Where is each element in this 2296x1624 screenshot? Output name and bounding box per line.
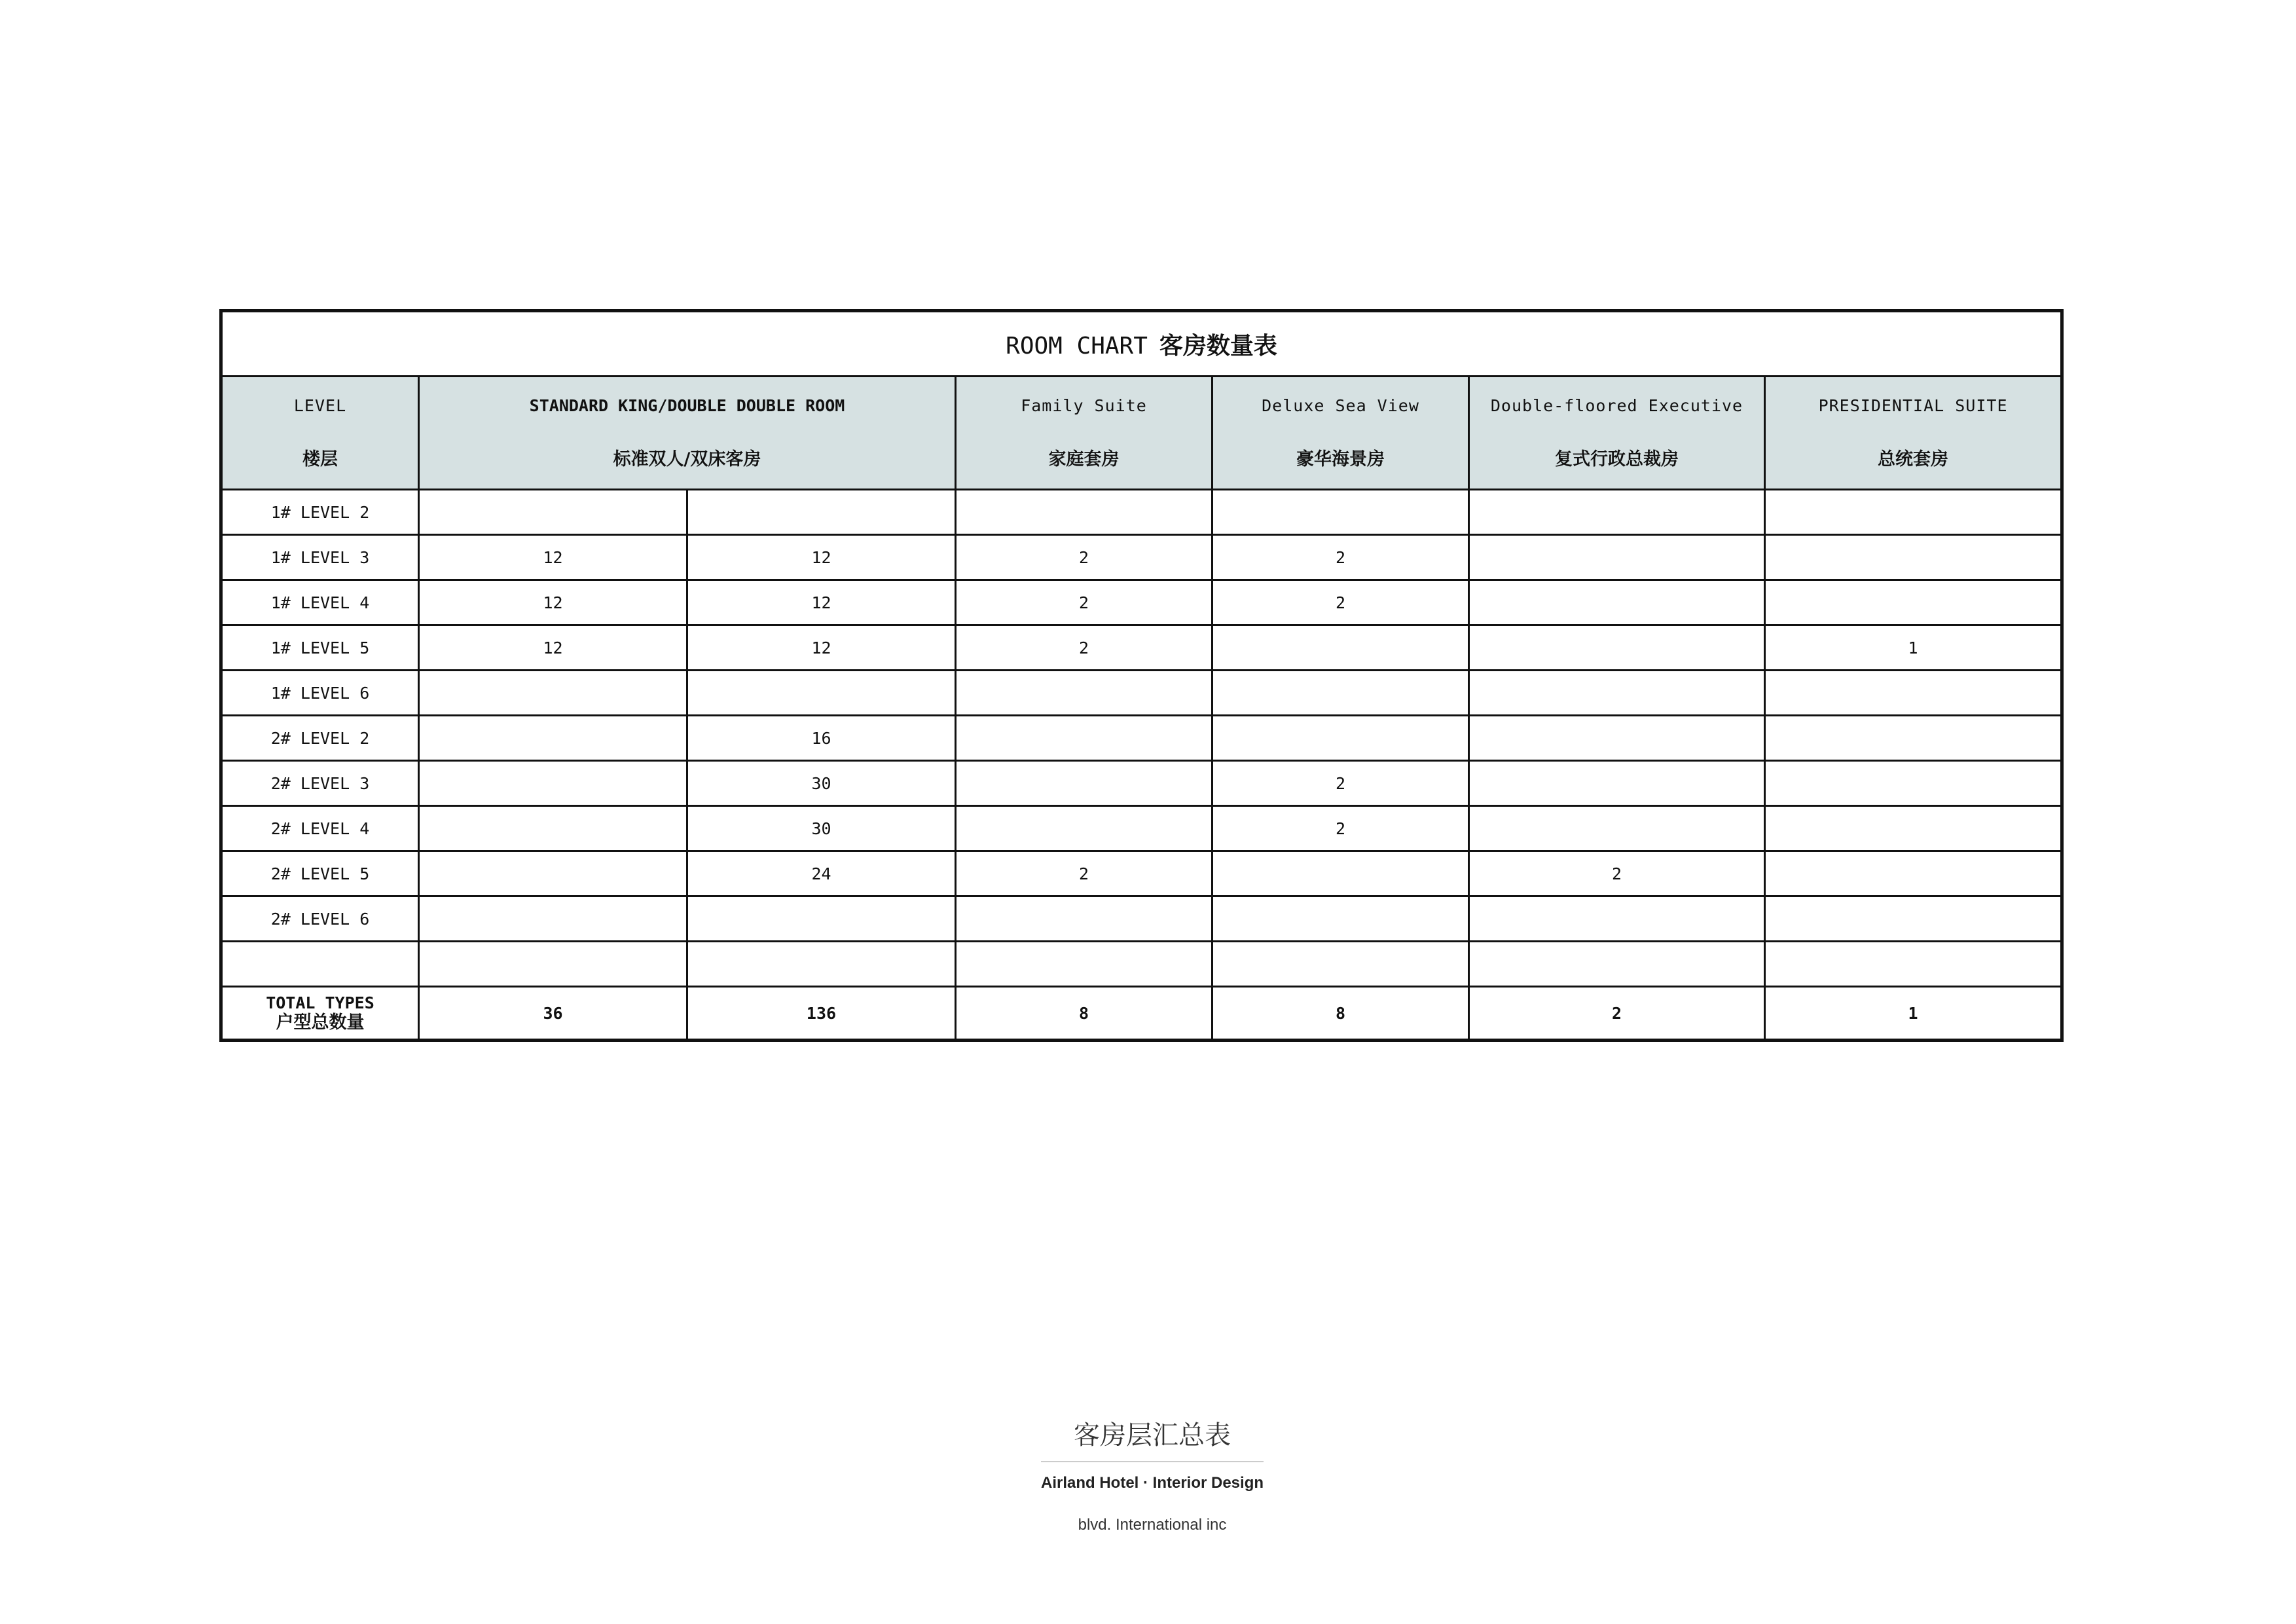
level-cell: 1# LEVEL 6 bbox=[221, 671, 419, 716]
presidential-suite-cell bbox=[1765, 942, 2062, 987]
deluxe-sea-view-cell: 2 bbox=[1212, 806, 1469, 851]
table-row bbox=[221, 580, 2062, 625]
header-presidential-suite-en: PRESIDENTIAL SUITE bbox=[1818, 396, 2008, 415]
family-suite-cell bbox=[956, 761, 1212, 806]
table-row bbox=[221, 490, 2062, 535]
room-chart-table bbox=[219, 309, 2064, 1042]
level-cell: 2# LEVEL 3 bbox=[221, 761, 419, 806]
family-suite-cell bbox=[956, 716, 1212, 761]
level-cell: 2# LEVEL 5 bbox=[221, 851, 419, 896]
presidential-suite-cell bbox=[1765, 535, 2062, 580]
table-row bbox=[221, 896, 2062, 942]
standard-king-cell: 12 bbox=[419, 535, 687, 580]
double-floored-executive-cell bbox=[1469, 896, 1765, 942]
presidential-suite-cell bbox=[1765, 580, 2062, 625]
deluxe-sea-view-cell bbox=[1212, 490, 1469, 535]
deluxe-sea-view-cell: 2 bbox=[1212, 580, 1469, 625]
double-double-cell: 16 bbox=[687, 716, 956, 761]
standard-king-cell: 12 bbox=[419, 580, 687, 625]
standard-king-cell: 12 bbox=[419, 625, 687, 671]
family-suite-cell bbox=[956, 942, 1212, 987]
header-deluxe-sea-view-cn: 豪华海景房 bbox=[1296, 449, 1385, 470]
family-suite-cell bbox=[956, 896, 1212, 942]
level-cell: 1# LEVEL 3 bbox=[221, 535, 419, 580]
footer bbox=[1008, 1414, 1296, 1534]
header-family-suite-cn: 家庭套房 bbox=[1048, 449, 1120, 470]
presidential-suite-cell bbox=[1765, 851, 2062, 896]
presidential-suite-cell bbox=[1765, 761, 2062, 806]
table-row bbox=[221, 851, 2062, 896]
double-floored-executive-cell bbox=[1469, 625, 1765, 671]
total-double-floored-executive: 2 bbox=[1469, 987, 1765, 1041]
header-standard-room bbox=[419, 377, 956, 490]
deluxe-sea-view-cell bbox=[1212, 942, 1469, 987]
footer-subtitle: Airland Hotel · Interior Design bbox=[1040, 1474, 1264, 1492]
level-cell: 1# LEVEL 4 bbox=[221, 580, 419, 625]
footer-title: 客房层汇总表 bbox=[1041, 1414, 1264, 1462]
total-label bbox=[221, 987, 419, 1041]
double-double-cell: 12 bbox=[687, 535, 956, 580]
standard-king-cell bbox=[419, 490, 687, 535]
header-presidential-suite-cn: 总统套房 bbox=[1878, 449, 1949, 470]
double-floored-executive-cell bbox=[1469, 806, 1765, 851]
level-cell: 1# LEVEL 5 bbox=[221, 625, 419, 671]
presidential-suite-cell bbox=[1765, 806, 2062, 851]
header-double-floored-executive bbox=[1469, 377, 1765, 490]
standard-king-cell bbox=[419, 806, 687, 851]
deluxe-sea-view-cell bbox=[1212, 896, 1469, 942]
header-double-floored-executive-cn: 复式行政总裁房 bbox=[1555, 449, 1679, 470]
total-deluxe-sea-view: 8 bbox=[1212, 987, 1469, 1041]
header-presidential-suite bbox=[1765, 377, 2062, 490]
standard-king-cell bbox=[419, 851, 687, 896]
total-label-en: TOTAL TYPES bbox=[266, 993, 374, 1012]
header-level-cn: 楼层 bbox=[302, 449, 338, 470]
table-row bbox=[221, 625, 2062, 671]
footer-company: blvd. International inc bbox=[1078, 1516, 1227, 1534]
double-double-cell: 30 bbox=[687, 806, 956, 851]
header-family-suite bbox=[956, 377, 1212, 490]
table-row bbox=[221, 761, 2062, 806]
total-presidential-suite: 1 bbox=[1765, 987, 2062, 1041]
double-floored-executive-cell bbox=[1469, 580, 1765, 625]
double-double-cell bbox=[687, 671, 956, 716]
standard-king-cell bbox=[419, 716, 687, 761]
table-title-en: ROOM CHART bbox=[1006, 332, 1148, 360]
double-double-cell bbox=[687, 942, 956, 987]
deluxe-sea-view-cell: 2 bbox=[1212, 535, 1469, 580]
double-floored-executive-cell bbox=[1469, 716, 1765, 761]
deluxe-sea-view-cell bbox=[1212, 625, 1469, 671]
total-standard-king: 36 bbox=[419, 987, 687, 1041]
family-suite-cell bbox=[956, 490, 1212, 535]
header-level bbox=[221, 377, 419, 490]
table-row bbox=[221, 535, 2062, 580]
header-deluxe-sea-view-en: Deluxe Sea View bbox=[1262, 396, 1419, 415]
presidential-suite-cell bbox=[1765, 671, 2062, 716]
presidential-suite-cell bbox=[1765, 490, 2062, 535]
family-suite-cell bbox=[956, 806, 1212, 851]
table-row bbox=[221, 942, 2062, 987]
standard-king-cell bbox=[419, 896, 687, 942]
presidential-suite-cell bbox=[1765, 896, 2062, 942]
double-floored-executive-cell: 2 bbox=[1469, 851, 1765, 896]
presidential-suite-cell: 1 bbox=[1765, 625, 2062, 671]
header-standard-room-en: STANDARD KING/DOUBLE DOUBLE ROOM bbox=[529, 396, 845, 415]
level-cell: 2# LEVEL 6 bbox=[221, 896, 419, 942]
deluxe-sea-view-cell: 2 bbox=[1212, 761, 1469, 806]
standard-king-cell bbox=[419, 761, 687, 806]
presidential-suite-cell bbox=[1765, 716, 2062, 761]
header-level-en: LEVEL bbox=[293, 396, 347, 415]
header-family-suite-en: Family Suite bbox=[1021, 396, 1147, 415]
double-floored-executive-cell bbox=[1469, 671, 1765, 716]
total-double-double: 136 bbox=[687, 987, 956, 1041]
double-floored-executive-cell bbox=[1469, 761, 1765, 806]
table-row bbox=[221, 806, 2062, 851]
standard-king-cell bbox=[419, 942, 687, 987]
double-floored-executive-cell bbox=[1469, 942, 1765, 987]
total-family-suite: 8 bbox=[956, 987, 1212, 1041]
deluxe-sea-view-cell bbox=[1212, 671, 1469, 716]
level-cell bbox=[221, 942, 419, 987]
double-floored-executive-cell bbox=[1469, 490, 1765, 535]
level-cell: 2# LEVEL 4 bbox=[221, 806, 419, 851]
deluxe-sea-view-cell bbox=[1212, 716, 1469, 761]
total-label-cn: 户型总数量 bbox=[276, 1012, 365, 1033]
double-floored-executive-cell bbox=[1469, 535, 1765, 580]
header-double-floored-executive-en: Double-floored Executive bbox=[1490, 396, 1743, 415]
family-suite-cell: 2 bbox=[956, 625, 1212, 671]
total-row bbox=[221, 987, 2062, 1041]
double-double-cell: 12 bbox=[687, 625, 956, 671]
standard-king-cell bbox=[419, 671, 687, 716]
table-row bbox=[221, 671, 2062, 716]
double-double-cell: 12 bbox=[687, 580, 956, 625]
table-title bbox=[221, 311, 2062, 377]
double-double-cell: 30 bbox=[687, 761, 956, 806]
level-cell: 2# LEVEL 2 bbox=[221, 716, 419, 761]
table-row bbox=[221, 716, 2062, 761]
double-double-cell bbox=[687, 490, 956, 535]
family-suite-cell: 2 bbox=[956, 580, 1212, 625]
table-title-cn: 客房数量表 bbox=[1159, 332, 1277, 360]
family-suite-cell: 2 bbox=[956, 851, 1212, 896]
level-cell: 1# LEVEL 2 bbox=[221, 490, 419, 535]
header-standard-room-cn: 标准双人/双床客房 bbox=[613, 449, 761, 470]
header-deluxe-sea-view bbox=[1212, 377, 1469, 490]
family-suite-cell bbox=[956, 671, 1212, 716]
deluxe-sea-view-cell bbox=[1212, 851, 1469, 896]
family-suite-cell: 2 bbox=[956, 535, 1212, 580]
double-double-cell bbox=[687, 896, 956, 942]
double-double-cell: 24 bbox=[687, 851, 956, 896]
